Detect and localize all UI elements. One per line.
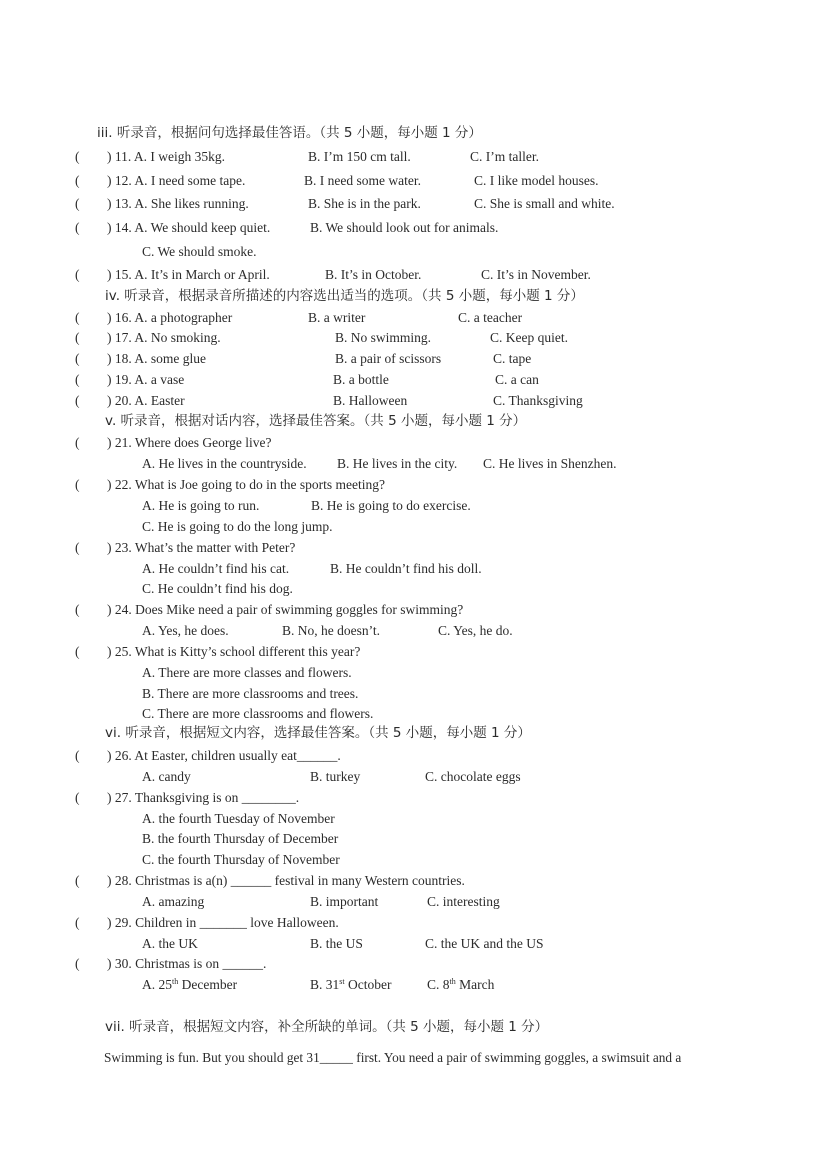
answer-bracket-26[interactable]: (: [75, 748, 80, 763]
question-13: ) 13. A. She likes running.: [107, 196, 249, 211]
question-12: ) 12. A. I need some tape.: [107, 173, 246, 188]
question-23: ) 23. What’s the matter with Peter?: [107, 540, 296, 555]
option-30-a: [142, 976, 237, 994]
option-24-b: B. No, he doesn’t.: [282, 623, 380, 638]
answer-bracket-17[interactable]: (: [75, 330, 80, 345]
option-11-c: C. I’m taller.: [470, 149, 539, 164]
option-30-c-ordinal: th: [449, 977, 456, 986]
answer-bracket-14[interactable]: (: [75, 220, 80, 235]
question-26: ) 26. At Easter, children usually eat______.: [107, 748, 341, 763]
question-24: ) 24. Does Mike need a pair of swimming goggles for swimming?: [107, 602, 464, 617]
option-25-c: C. There are more classrooms and flowers.: [142, 706, 374, 721]
option-26-b: B. turkey: [310, 769, 361, 784]
option-27-a: A. the fourth Tuesday of November: [142, 811, 335, 826]
option-25-a: A. There are more classes and flowers.: [142, 665, 352, 680]
option-20-b: B. Halloween: [333, 393, 408, 408]
answer-bracket-23[interactable]: (: [75, 540, 80, 555]
option-23-c: C. He couldn’t find his dog.: [142, 581, 293, 596]
option-26-c: C. chocolate eggs: [425, 769, 521, 784]
answer-bracket-18[interactable]: (: [75, 351, 80, 366]
option-30-b-ordinal: st: [339, 977, 345, 986]
option-30-c: [427, 976, 494, 994]
option-18-c: C. tape: [493, 351, 532, 366]
answer-bracket-15[interactable]: (: [75, 267, 80, 282]
option-14-c: C. We should smoke.: [142, 244, 257, 259]
option-16-b: B. a writer: [308, 310, 366, 325]
option-23-a: A. He couldn’t find his cat.: [142, 561, 290, 576]
option-23-b: B. He couldn’t find his doll.: [330, 561, 482, 576]
question-15: ) 15. A. It’s in March or April.: [107, 267, 270, 282]
question-17: ) 17. A. No smoking.: [107, 330, 221, 345]
option-15-c: C. It’s in November.: [481, 267, 591, 282]
question-30: ) 30. Christmas is on ______.: [107, 956, 267, 971]
option-29-b: B. the US: [310, 936, 363, 951]
option-18-b: B. a pair of scissors: [335, 351, 442, 366]
option-16-c: C. a teacher: [458, 310, 523, 325]
question-14: ) 14. A. We should keep quiet.: [107, 220, 271, 235]
option-29-a: A. the UK: [142, 936, 198, 951]
question-20: ) 20. A. Easter: [107, 393, 185, 408]
option-21-c: C. He lives in Shenzhen.: [483, 456, 617, 471]
option-28-b: B. important: [310, 894, 379, 909]
option-26-a: A. candy: [142, 769, 191, 784]
answer-bracket-13[interactable]: (: [75, 196, 80, 211]
answer-bracket-29[interactable]: (: [75, 915, 80, 930]
option-21-a: A. He lives in the countryside.: [142, 456, 307, 471]
question-28: ) 28. Christmas is a(n) ______ festival in many Western countries.: [107, 873, 465, 888]
option-29-c: C. the UK and the US: [425, 936, 544, 951]
option-17-c: C. Keep quiet.: [490, 330, 568, 345]
option-30-c-number: C. 8: [427, 977, 450, 992]
answer-bracket-25[interactable]: (: [75, 644, 80, 659]
option-27-c: C. the fourth Thursday of November: [142, 852, 340, 867]
option-24-a: A. Yes, he does.: [142, 623, 229, 638]
question-27: ) 27. Thanksgiving is on ________.: [107, 790, 300, 805]
answer-bracket-27[interactable]: (: [75, 790, 80, 805]
option-19-b: B. a bottle: [333, 372, 389, 387]
section-v-heading: v. 听录音，根据对话内容，选择最佳答案。（共 5 小题，每小题 1 分）: [105, 413, 527, 429]
answer-bracket-22[interactable]: (: [75, 477, 80, 492]
option-30-b: [310, 976, 391, 994]
question-25: ) 25. What is Kitty’s school different this year?: [107, 644, 361, 659]
section-iv-heading: iv. 听录音，根据录音所描述的内容选出适当的选项。（共 5 小题，每小题 1 分）: [105, 288, 584, 304]
option-28-c: C. interesting: [427, 894, 500, 909]
option-30-a-number: A. 25: [142, 977, 172, 992]
option-27-b: B. the fourth Thursday of December: [142, 831, 339, 846]
option-13-b: B. She is in the park.: [308, 196, 421, 211]
answer-bracket-16[interactable]: (: [75, 310, 80, 325]
answer-bracket-12[interactable]: (: [75, 173, 80, 188]
option-30-b-month: October: [344, 977, 392, 992]
question-18: ) 18. A. some glue: [107, 351, 206, 366]
option-14-b: B. We should look out for animals.: [310, 220, 499, 235]
question-11: ) 11. A. I weigh 35kg.: [107, 149, 225, 164]
answer-bracket-21[interactable]: (: [75, 435, 80, 450]
option-11-b: B. I’m 150 cm tall.: [308, 149, 411, 164]
answer-bracket-24[interactable]: (: [75, 602, 80, 617]
answer-bracket-30[interactable]: (: [75, 956, 80, 971]
question-29: ) 29. Children in _______ love Halloween.: [107, 915, 339, 930]
option-30-a-ordinal: th: [172, 977, 179, 986]
section-iii-heading: iii. 听录音，根据问句选择最佳答语。（共 5 小题，每小题 1 分）: [97, 125, 482, 141]
option-20-c: C. Thanksgiving: [493, 393, 583, 408]
answer-bracket-11[interactable]: (: [75, 149, 80, 164]
option-22-a: A. He is going to run.: [142, 498, 260, 513]
option-21-b: B. He lives in the city.: [337, 456, 458, 471]
passage-text: Swimming is fun. But you should get 31_____ first. You need a pair of swimming goggles, a swimsuit and a: [104, 1050, 682, 1065]
question-22: ) 22. What is Joe going to do in the sports meeting?: [107, 477, 385, 492]
option-19-c: C. a can: [495, 372, 539, 387]
option-28-a: A. amazing: [142, 894, 205, 909]
option-24-c: C. Yes, he do.: [438, 623, 513, 638]
option-30-c-month: March: [455, 977, 495, 992]
option-22-c: C. He is going to do the long jump.: [142, 519, 333, 534]
option-15-b: B. It’s in October.: [325, 267, 422, 282]
option-12-c: C. I like model houses.: [474, 173, 599, 188]
option-17-b: B. No swimming.: [335, 330, 432, 345]
option-25-b: B. There are more classrooms and trees.: [142, 686, 359, 701]
option-30-b-number: B. 31: [310, 977, 340, 992]
section-vi-heading: vi. 听录音，根据短文内容，选择最佳答案。（共 5 小题，每小题 1 分）: [105, 725, 531, 741]
question-19: ) 19. A. a vase: [107, 372, 185, 387]
option-30-a-month: December: [178, 977, 238, 992]
question-21: ) 21. Where does George live?: [107, 435, 272, 450]
option-13-c: C. She is small and white.: [474, 196, 615, 211]
option-12-b: B. I need some water.: [304, 173, 421, 188]
section-vii-heading: vii. 听录音，根据短文内容，补全所缺的单词。（共 5 小题，每小题 1 分）: [105, 1019, 549, 1035]
question-16: ) 16. A. a photographer: [107, 310, 233, 325]
answer-bracket-20[interactable]: (: [75, 393, 80, 408]
option-22-b: B. He is going to do exercise.: [311, 498, 471, 513]
answer-bracket-28[interactable]: (: [75, 873, 80, 888]
answer-bracket-19[interactable]: (: [75, 372, 80, 387]
